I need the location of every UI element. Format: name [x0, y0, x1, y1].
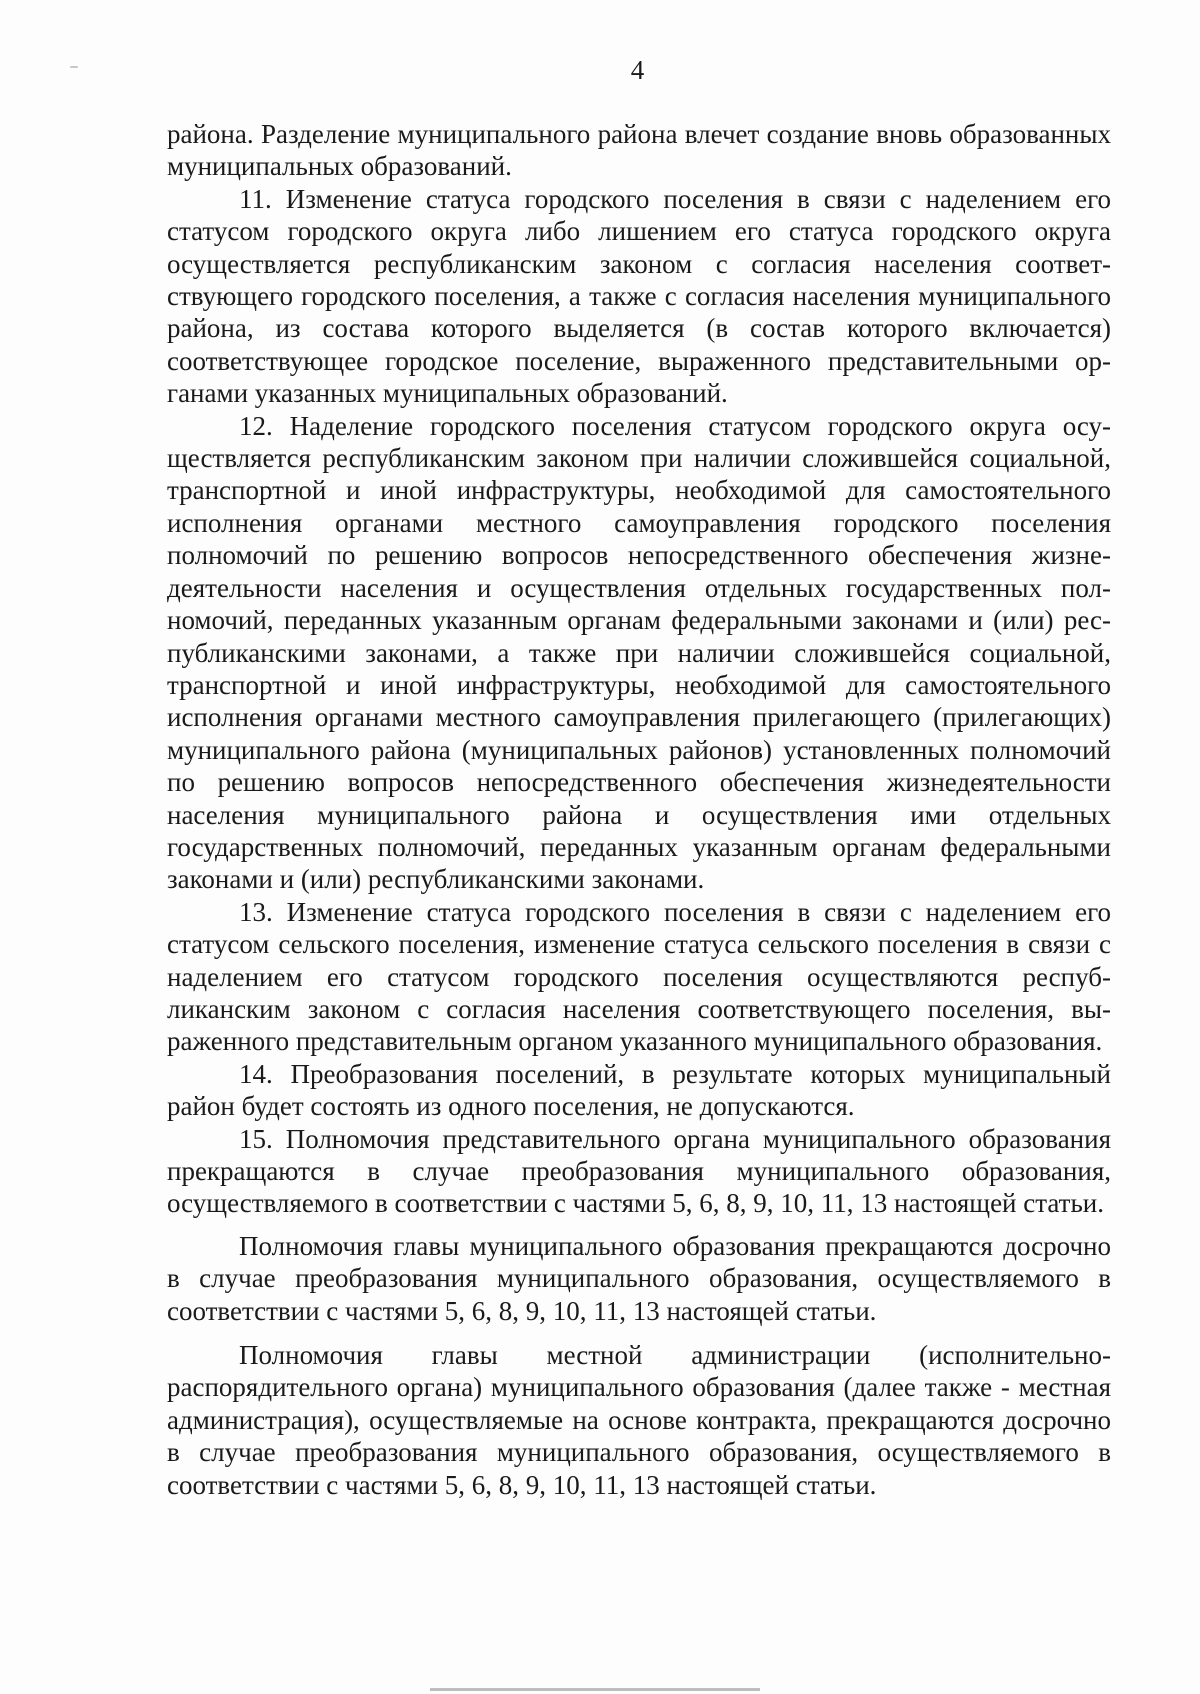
paragraph-item-14: 14. Преобразования поселений, в результате которых муниципальный район будет состоять из одного поселения, не допускаются. — [167, 1058, 1111, 1122]
page-number: 4 — [630, 55, 645, 85]
paragraph-item-15: 15. Полномочия представительного органа муниципального образования прекращаются в случае преобразования муниципального образования, осуществляемого в соответствии с частями 5, 6, 8, 9, 10, 11, 13 настоящей статьи. — [167, 1123, 1111, 1219]
paragraph-item-11: 11. Изменение статуса городского поселения в связи с наделением его статусом городского округа либо лишением его статуса городского округа осуществляется республиканским законом с согласия населения соответствующего городского поселения, а также с согласия населения муниципального района, из состава которого выделяется (в состав которого включается) соответствующее городское поселение, выраженного представительными органами указанных муниципальных образований. — [167, 183, 1111, 409]
scan-edge-mark — [430, 1688, 760, 1691]
paragraph-head-powers: Полномочия главы муниципального образования прекращаются досрочно в случае преобразования муниципального образования, осуществляемого в соответствии с частями 5, 6, 8, 9, 10, 11, 13 настоящей статьи. — [167, 1230, 1111, 1326]
paragraph-item-12: 12. Наделение городского поселения статусом городского округа осуществляется республиканским законом при наличии сложившейся социальной, транспортной и иной инфраструктуры, необходимой для самостоятельного исполнения органами местного самоуправления городского поселения полномочий по решению вопросов непосредственного обеспечения жизнедеятельности населения и осуществления отдельных государственных полномочий, переданных указанным органам федеральными законами и (или) республиканскими законами, а также при наличии сложившейся социальной, транспортной и иной инфраструктуры, необходимой для самостоятельного исполнения органами местного самоуправления прилегающего (прилегающих) муниципального района (муниципальных районов) установленных полномочий по решению вопросов непосредственного обеспечения жизнедеятельности населения муниципального района и осуществления ими отдельных государственных полномочий, переданных указанным органам федеральными законами и (или) республиканскими законами. — [167, 410, 1111, 895]
paragraph-administration-head-powers: Полномочия главы местной администрации (исполнительно-распорядительного органа) муниципального образования (далее также - местная администрация), осуществляемые на основе контракта, прекращаются досрочно в случае преобразования муниципального образования, осуществляемого в соответствии с частями 5, 6, 8, 9, 10, 11, 13 настоящей статьи. — [167, 1340, 1111, 1500]
paragraph-item-13: 13. Изменение статуса городского поселения в связи с наделением его статусом сельского поселения, изменение статуса сельского поселения в связи с наделением его статусом городского поселения осуществляются республиканским законом с согласия населения соответствующего поселения, выраженного представительным органом указанного муниципального образования. — [167, 896, 1111, 1057]
paragraph-continuation: района. Разделение муниципального района влечет создание вновь образованных муниципальных образований. — [167, 119, 1111, 182]
document-body — [167, 118, 1111, 1501]
